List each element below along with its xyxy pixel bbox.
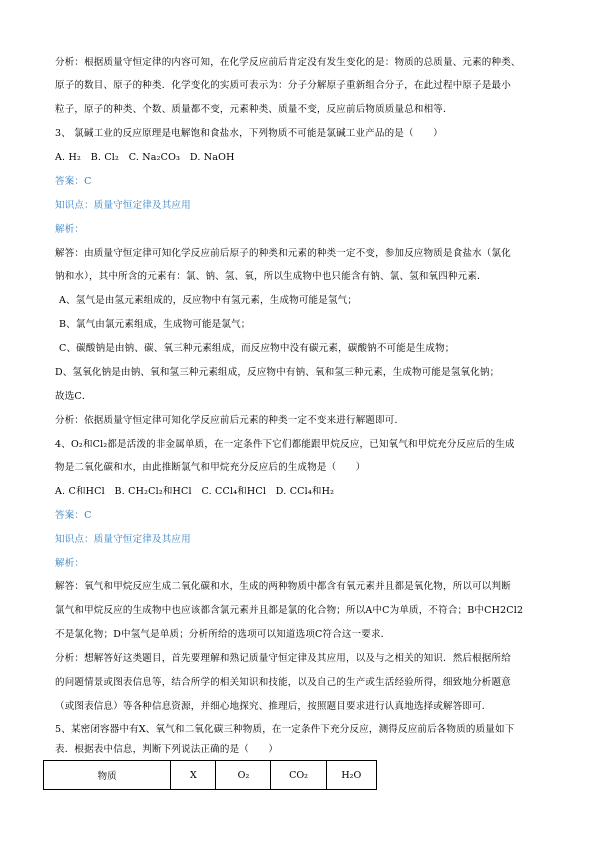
analysis-q2-line2: 原子的数目、原子的种类．化学变化的实质可表示为：分子分解原子重新组合分子，在此过程中原子是最小 — [55, 80, 511, 91]
solution-q3-line2: 钠和水），其中所含的元素有：氯、钠、氢、氧，所以生成物中也只能含有钠、氯、氢和氧四种元素． — [55, 271, 487, 282]
solution-q4-line3: 不是氯化物；D中氢气是单质；分析所给的选项可以知道选项C符合这一要求． — [55, 629, 391, 640]
solution-q4-line1: 解答：氧气和甲烷反应生成二氧化碳和水，生成的两种物质中都含有氧元素并且都是氧化物，所以可以判断 — [55, 581, 511, 592]
analysis-q2-line1: 分析：根据质量守恒定律的内容可知，在化学反应前后肯定没有发生变化的是：物质的总质量、元素的种类、 — [55, 57, 521, 68]
knowledge-point-q3: 知识点：质量守恒定律及其应用 — [55, 200, 191, 211]
solution-q3-option-d: D、氢氧化钠是由钠、氧和氢三种元素组成，反应物中有钠、氧和氢三种元素，生成物可能是氢氧化钠； — [55, 367, 500, 378]
header-substance: 物质 — [44, 761, 171, 790]
explanation-label-q4: 解析： — [55, 558, 85, 569]
answer-q3: 答案：C — [55, 176, 92, 187]
header-o2: O₂ — [216, 761, 271, 790]
header-x: X — [171, 761, 216, 790]
solution-q4-line2: 氯气和甲烷反应的生成物中也应该都含氯元素并且都是氯的化合物；所以A中C为单质，不符合；B中CH2Cl2 — [55, 605, 524, 616]
question-5-line2: 表．根据表中信息，判断下列说法正确的是（ ） — [55, 744, 279, 755]
solution-q3-conclusion: 故选C． — [55, 391, 92, 402]
question-3-options: A. H₂ B. Cl₂ C. Na₂CO₃ D. NaOH — [55, 152, 235, 163]
solution-q3-option-c: C、碳酸钠是由钠、碳、氧三种元素组成，而反应物中没有碳元素，碳酸钠不可能是生成物； — [59, 343, 455, 354]
question-5-line1: 5、某密闭容器中有X、氧气和二氧化碳三种物质，在一定条件下充分反应，测得反应前后各物质的质量如下 — [55, 724, 515, 735]
question-4-options: A. C和HCl B. CH₂Cl₂和HCl C. CCl₄和HCl D. CCl₄和H₂ — [55, 486, 335, 497]
explanation-label-q3: 解析： — [55, 224, 85, 235]
question-3-text: 3、 氯碱工业的反应原理是电解饱和食盐水，下列物质不可能是氯碱工业产品的是（ ） — [55, 128, 443, 139]
solution-q3-option-b: B、氯气由氯元素组成，生成物可能是氯气； — [59, 319, 251, 330]
analysis-q3: 分析：依据质量守恒定律可知化学反应前后元素的种类一定不变来进行解题即可． — [55, 415, 405, 426]
table-row — [44, 761, 377, 790]
question-4-line2: 物是二氧化碳和水，由此推断氯气和甲烷充分反应后的生成物是（ ） — [55, 462, 366, 473]
header-co2: CO₂ — [271, 761, 326, 790]
analysis-q2-line3: 粒子，原子的种类、个数、质量都不变，元素种类、质量不变，反应前后物质质量总和相等． — [55, 104, 453, 115]
solution-q3-line1: 解答：由质量守恒定律可知化学反应前后原子的种类和元素的种类一定不变，参加反应物质是食盐水（氯化 — [55, 248, 511, 259]
question-4-line1: 4、O₂和Cl₂都是活泼的非金属单质，在一定条件下它们都能跟甲烷反应，已知氧气和甲烷充分反应后的生成 — [55, 439, 515, 450]
analysis-q4-line3: （或图表信息）等各种信息资源，并细心地探究、推理后，按照题目要求进行认真地选择或解答即可． — [55, 701, 492, 712]
mass-table — [43, 760, 377, 790]
header-h2o: H₂O — [326, 761, 376, 790]
knowledge-point-q4: 知识点：质量守恒定律及其应用 — [55, 534, 191, 545]
solution-q3-option-a: A、氢气是由氢元素组成的，反应物中有氢元素，生成物可能是氢气； — [59, 295, 358, 306]
analysis-q4-line1: 分析：想解答好这类题目，首先要理解和熟记质量守恒定律及其应用，以及与之相关的知识．然后根据所给 — [55, 653, 511, 664]
analysis-q4-line2: 的问题情景或图表信息等，结合所学的相关知识和技能，以及自己的生产或生活经验所得，细致地分析题意 — [55, 677, 511, 688]
answer-q4: 答案：C — [55, 510, 92, 521]
